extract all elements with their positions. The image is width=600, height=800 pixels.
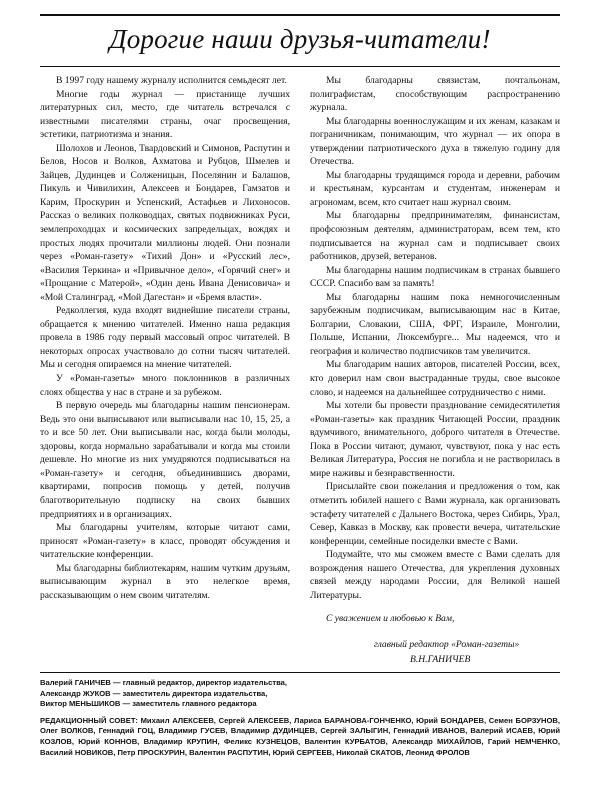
paragraph: Мы благодарим наших авторов, писателей России, всех, кто доверил нам свои выстраданные труды, свое высокое слово, и надеемся на дальнейшее сотрудничество с ними.	[310, 359, 560, 398]
title-rule	[40, 66, 560, 67]
staff-line: Виктор МЕНЬШИКОВ — заместитель главного редактора	[40, 699, 257, 709]
letter-body	[40, 74, 560, 666]
top-rule	[40, 14, 560, 16]
page-title: Дорогие наши друзья-читатели!	[109, 24, 491, 54]
paragraph: Мы благодарны нашим пока немногочисленным зарубежным подписчикам, выписывающим нас в Китае, Болгарии, Словакии, США, ФРГ, Израиле, Монголии, Польше, Испании, Люксембурге... Мы надеемся, что и география и количество подписчиков там увеличится.	[310, 291, 560, 357]
paragraph: Подумайте, что мы сможем вместе с Вами сделать для возрождения нашего Отечества, для укрепления духовных связей между народами России, для Великой нашей Литературы.	[310, 549, 560, 601]
staff-line: Александр ЖУКОВ — заместитель директора издательства,	[40, 688, 268, 698]
editorial-board: РЕДАКЦИОННЫЙ СОВЕТ: Михаил АЛЕКСЕЕВ, Сергей АЛЕКСЕЕВ, Лариса БАРАНОВА-ГОНЧЕНКО, Юрий БОНДАРЕВ, Семен БОРЗУНОВ, Олег ВОЛКОВ, Геннадий ГОЦ, Владимир ГУСЕВ, Владимир ДУДИНЦЕВ, Сергей ЗАЛЫГИН, Геннадий ИВАНОВ, Валерий ИСАЕВ, Юрий КОЗЛОВ, Юрий КОННОВ, Владимир КРУПИН, Феликс КУЗНЕЦОВ, Валентин КУРБАТОВ, Александр МИХАЙЛОВ, Гарий НЕМЧЕНКО, Василий НОВИКОВ, Петр ПРОСКУРИН, Валентин РАСПУТИН, Юрий СЕРГЕЕВ, Николай СКАТОВ, Леонид ФРОЛОВ	[40, 715, 560, 757]
paragraph: Мы благодарны библиотекарям, нашим чутким друзьям, выписывающим журнал в это нелегкое время, рассказывающим о нем своим читателям.	[40, 562, 290, 601]
footer-rule	[40, 672, 560, 673]
paragraph: Многие годы журнал — пристанище лучших литературных сил, место, где читатель встречался с известными писателями страны, очаг просвещения, эстетики, патриотизма и знания.	[40, 88, 290, 141]
left-column	[40, 74, 290, 602]
signature-name: В.Н.ГАНИЧЕВ	[410, 654, 471, 666]
paragraph: Шолохов и Леонов, Твардовский и Симонов, Распутин и Белов, Носов и Волков, Ахматова и Рубцов, Шмелев и Зайцев, Дудинцев и Солженицын, Поселянин и Балашов, Пикуль и Чивилихин, Алексеев и Бондарев, Гамзатов и Карим, Проскурин и Успенский, Астафьев и Лихоносов. Рассказ о великих полководцах, святых подвижниках Руси, землепроходцах и космических запредельцах, вождях и простых людях прочитали миллионы людей. Они познали через «Роман-газету» «Тихий Дон» и «Русский лес», «Василия Теркина» и «Привычное дело», «Горячий снег» и «Прощание с Матерой», «Один день Ивана Денисовича» и «Мой Сталинград, «Мой Дагестан» и «Бремя власти».	[40, 142, 290, 303]
paragraph: В первую очередь мы благодарны нашим пенсионерам. Ведь это они выписывают или выписывали нас 10, 15, 25, а то и все 50 лет. Они выписывали нас, когда были молоды, здоровы, когда нормально зарабатывали и когда мы стоили дешевле. Но многие из них умудряются подписываться на «Роман-газету» и сегодня, объединившись дворами, квартирами, попросив помощь у детей, получив благотворительную подписку на своих бывших предприятиях и в организациях.	[40, 400, 290, 520]
paragraph: Мы благодарны предпринимателям, финансистам, профсоюзным деятелям, администраторам, всем тем, кто подписывается на журнал сам и подписывает своих работников, друзей, ветеранов.	[310, 210, 560, 263]
paragraph: Мы благодарны трудящимся города и деревни, рабочим и крестьянам, курсантам и студентам, инженерам и агрономам, всем, кто считает наш журнал своим.	[310, 169, 560, 208]
paragraph: Мы благодарны учителям, которые читают сами, приносят «Роман-газету» в класс, проводят обсуждения и читательские конференции.	[40, 522, 290, 561]
masthead	[40, 678, 560, 766]
paragraph: Мы благодарны военнослужащим и их женам, казакам и пограничникам, понимающим, что журнал — их опора в утверждении патриотического духа в тяжелую годину для Отечества.	[310, 115, 560, 168]
paragraph: В 1997 году нашему журналу исполнится семьдесят лет.	[56, 75, 287, 86]
paragraph: Присылайте свои пожелания и предложения о том, как отметить юбилей нашего с Вами журнала, как организовать эстафету читателей с Дальнего Востока, через Сибирь, Урал, Север, Кавказ в Москву, как провести вечера, читательские конференции, семейные посиделки вместе с Вами.	[310, 481, 560, 547]
paragraph: Редколлегия, куда входят виднейшие писатели страны, обращается к мнению читателей. Именно наша редакция провела в 1986 году первый массовый опрос читателей. В некоторых опросах участвовало до сотни тысяч читателей. Мы и сегодня опираемся на мнение читателей.	[40, 305, 290, 371]
paragraph: Мы благодарны нашим подписчикам в странах бывшего СССР. Спасибо вам за память!	[310, 264, 560, 290]
paragraph: Мы благодарны связистам, почтальонам, полиграфистам, способствующим распространению журнала.	[310, 75, 560, 114]
paragraph: Мы хотели бы провести празднование семидесятилетия «Роман-газеты» как праздник Читающей России, праздник вдумчивого, внимательного, доброго читателя в Отечестве. Пока в России читают, думают, чувствуют, пока у нас есть Великая Литература, Россия не погибла и не растворилась в мире наживы и безнравственности.	[310, 400, 560, 479]
right-column	[310, 74, 560, 667]
closing-line: С уважением и любовью к Вам,	[326, 613, 455, 625]
staff-line: Валерий ГАНИЧЕВ — главный редактор, директор издательства,	[40, 678, 287, 687]
paragraph: У «Роман-газеты» много поклонников в различных слоях общества у нас в стране и за рубежом.	[40, 373, 290, 398]
signature-title: главный редактор «Роман-газеты»	[374, 638, 520, 650]
